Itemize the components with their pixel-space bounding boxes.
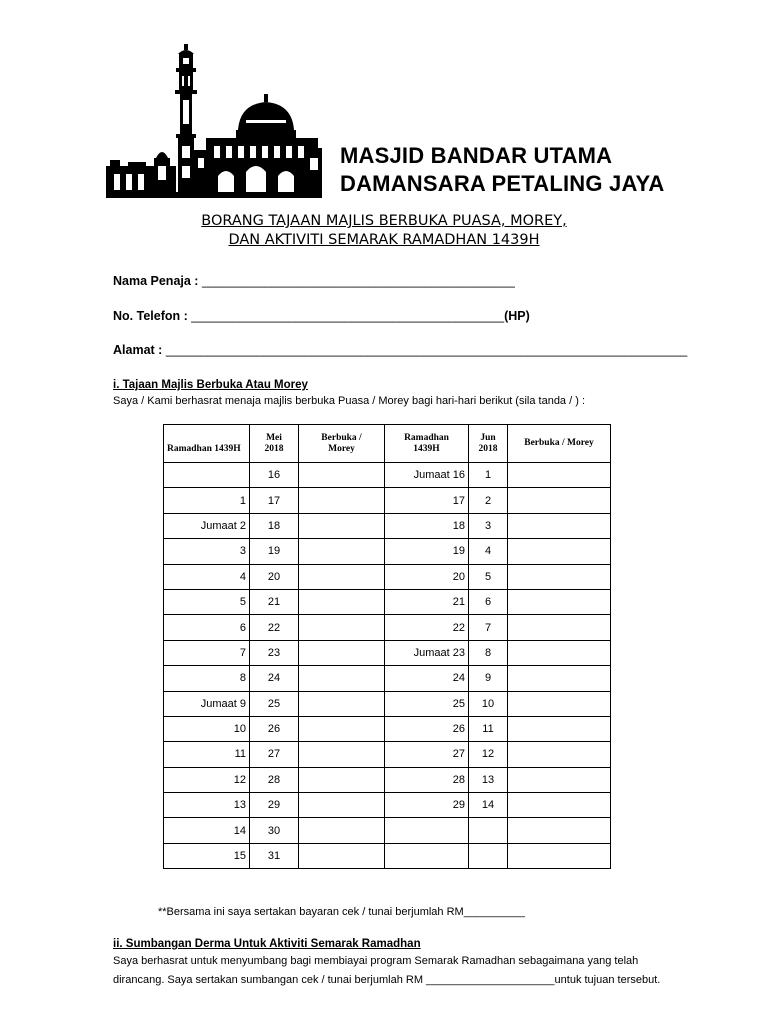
dates-table [163,424,611,869]
jun-date-cell: 11 [469,716,508,741]
ramadhan-mei-cell: 5 [164,589,250,614]
col-berbuka-mei [299,425,385,463]
section2-line2: dirancang. Saya sertakan sumbangan cek / tunai berjumlah RM _____________________untuk tujuan tersebut. [113,974,661,986]
telefon-line[interactable]: _____________________________________________ [191,309,505,323]
col-berbuka-mei-line2: Morey [328,443,355,454]
ramadhan-jun-cell: 24 [385,666,469,691]
berbuka-mei-checkbox[interactable] [299,818,385,843]
section1-text: Saya / Kami berhasrat menaja majlis berbuka Puasa / Morey bagi hari-hari berikut (sila tanda / ) : [113,395,585,407]
mosque-logo [106,42,322,198]
berbuka-mei-checkbox[interactable] [299,564,385,589]
ramadhan-jun-cell: 28 [385,767,469,792]
ramadhan-jun-cell: 21 [385,589,469,614]
col-ramadhan-mei: Ramadhan 1439H [164,425,250,463]
col-jun-year: 2018 [478,443,498,454]
col-ramadhan-jun-line2: 1439H [413,443,440,454]
alamat-line[interactable]: ___________________________________________________________________________ [165,343,688,357]
jun-date-cell: 5 [469,564,508,589]
berbuka-jun-checkbox[interactable] [508,767,611,792]
ramadhan-mei-cell: 8 [164,666,250,691]
table-row [164,716,611,741]
mei-date-cell: 21 [250,589,299,614]
ramadhan-jun-cell: 20 [385,564,469,589]
berbuka-jun-checkbox[interactable] [508,640,611,665]
berbuka-jun-checkbox[interactable] [508,716,611,741]
table-row [164,818,611,843]
berbuka-jun-checkbox[interactable] [508,666,611,691]
berbuka-jun-checkbox[interactable] [508,615,611,640]
berbuka-jun-checkbox[interactable] [508,691,611,716]
mei-date-cell: 25 [250,691,299,716]
ramadhan-jun-cell: 19 [385,539,469,564]
form-title-line1: BORANG TAJAAN MAJLIS BERBUKA PUASA, MOREY, [201,213,567,229]
ramadhan-mei-cell: 12 [164,767,250,792]
berbuka-mei-checkbox[interactable] [299,463,385,488]
ramadhan-mei-cell: 1 [164,488,250,513]
nama-penaja-field[interactable] [113,274,515,288]
ramadhan-mei-cell: Jumaat 2 [164,513,250,538]
ramadhan-mei-cell [164,463,250,488]
berbuka-mei-checkbox[interactable] [299,767,385,792]
mei-date-cell: 27 [250,742,299,767]
nama-penaja-line[interactable]: _____________________________________________ [201,274,515,288]
section2-line1: Saya berhasrat untuk menyumbang bagi membiayai program Semarak Ramadhan sebagaimana yang telah [113,955,639,967]
table-row [164,589,611,614]
mei-date-cell: 23 [250,640,299,665]
berbuka-jun-checkbox[interactable] [508,742,611,767]
ramadhan-jun-cell: 17 [385,488,469,513]
mei-date-cell: 28 [250,767,299,792]
berbuka-mei-checkbox[interactable] [299,513,385,538]
ramadhan-mei-cell: 4 [164,564,250,589]
berbuka-mei-checkbox[interactable] [299,539,385,564]
telefon-suffix: (HP) [504,309,530,323]
berbuka-jun-checkbox[interactable] [508,488,611,513]
ramadhan-mei-cell: 3 [164,539,250,564]
jun-date-cell [469,818,508,843]
ramadhan-mei-cell: 13 [164,793,250,818]
alamat-field[interactable] [113,343,687,357]
col-ramadhan-jun [385,425,469,463]
col-mei-2018 [250,425,299,463]
berbuka-mei-checkbox[interactable] [299,793,385,818]
berbuka-jun-checkbox[interactable] [508,589,611,614]
payment-note: **Bersama ini saya sertakan bayaran cek / tunai berjumlah RM__________ [158,906,525,918]
berbuka-jun-checkbox[interactable] [508,513,611,538]
mei-date-cell: 22 [250,615,299,640]
mei-date-cell: 31 [250,843,299,868]
berbuka-mei-checkbox[interactable] [299,589,385,614]
mei-date-cell: 18 [250,513,299,538]
jun-date-cell: 12 [469,742,508,767]
ramadhan-jun-cell: 26 [385,716,469,741]
jun-date-cell: 9 [469,666,508,691]
nama-penaja-label: Nama Penaja : [113,274,199,288]
berbuka-mei-checkbox[interactable] [299,843,385,868]
mei-date-cell: 30 [250,818,299,843]
table-row [164,463,611,488]
mei-date-cell: 19 [250,539,299,564]
section2-title: ii. Sumbangan Derma Untuk Aktiviti Semarak Ramadhan [113,938,421,950]
jun-date-cell: 1 [469,463,508,488]
mei-date-cell: 29 [250,793,299,818]
mosque-name-line2: DAMANSARA PETALING JAYA [340,171,665,196]
table-row [164,742,611,767]
ramadhan-jun-cell [385,843,469,868]
ramadhan-jun-cell [385,818,469,843]
berbuka-mei-checkbox[interactable] [299,488,385,513]
table-row [164,539,611,564]
table-row [164,640,611,665]
mei-date-cell: 24 [250,666,299,691]
berbuka-mei-checkbox[interactable] [299,742,385,767]
form-title [0,212,768,250]
col-berbuka-mei-line1: Berbuka / [321,432,362,443]
berbuka-mei-checkbox[interactable] [299,666,385,691]
table-row [164,564,611,589]
berbuka-jun-checkbox[interactable] [508,564,611,589]
ramadhan-jun-cell: 18 [385,513,469,538]
ramadhan-jun-cell: Jumaat 23 [385,640,469,665]
alamat-label: Alamat : [113,343,163,357]
col-ramadhan-jun-line1: Ramadhan [404,432,449,443]
berbuka-jun-checkbox[interactable] [508,793,611,818]
ramadhan-mei-cell: 15 [164,843,250,868]
ramadhan-mei-cell: Jumaat 9 [164,691,250,716]
ramadhan-mei-cell: 6 [164,615,250,640]
mei-date-cell: 17 [250,488,299,513]
mei-date-cell: 20 [250,564,299,589]
jun-date-cell: 10 [469,691,508,716]
jun-date-cell: 8 [469,640,508,665]
berbuka-mei-checkbox[interactable] [299,640,385,665]
jun-date-cell [469,843,508,868]
jun-date-cell: 3 [469,513,508,538]
col-jun-2018 [469,425,508,463]
form-title-line2: DAN AKTIVITI SEMARAK RAMADHAN 1439H [228,232,540,248]
col-jun-label: Jun [480,432,496,443]
berbuka-mei-checkbox[interactable] [299,716,385,741]
table-row [164,488,611,513]
ramadhan-mei-cell: 11 [164,742,250,767]
table-row [164,691,611,716]
ramadhan-jun-cell: 25 [385,691,469,716]
ramadhan-jun-cell: 29 [385,793,469,818]
berbuka-mei-checkbox[interactable] [299,615,385,640]
mei-date-cell: 26 [250,716,299,741]
table-header-row [164,425,611,463]
col-mei-label: Mei [266,432,282,443]
jun-date-cell: 2 [469,488,508,513]
ramadhan-jun-cell: 22 [385,615,469,640]
jun-date-cell: 6 [469,589,508,614]
berbuka-jun-checkbox[interactable] [508,843,611,868]
ramadhan-jun-cell: Jumaat 16 [385,463,469,488]
mei-date-cell: 16 [250,463,299,488]
ramadhan-mei-cell: 10 [164,716,250,741]
jun-date-cell: 4 [469,539,508,564]
jun-date-cell: 13 [469,767,508,792]
berbuka-jun-checkbox[interactable] [508,463,611,488]
mosque-name [340,142,664,198]
table-row [164,767,611,792]
jun-date-cell: 7 [469,615,508,640]
ramadhan-mei-cell: 14 [164,818,250,843]
jun-date-cell: 14 [469,793,508,818]
table-row [164,793,611,818]
table-row [164,843,611,868]
table-row [164,513,611,538]
mosque-name-line1: MASJID BANDAR UTAMA [340,143,613,168]
telefon-field[interactable] [113,309,530,323]
table-body [164,463,611,869]
table-row [164,666,611,691]
col-mei-year: 2018 [264,443,284,454]
ramadhan-jun-cell: 27 [385,742,469,767]
ramadhan-mei-cell: 7 [164,640,250,665]
section1-title: i. Tajaan Majlis Berbuka Atau Morey [113,379,308,391]
col-berbuka-jun: Berbuka / Morey [508,425,611,463]
berbuka-jun-checkbox[interactable] [508,818,611,843]
berbuka-jun-checkbox[interactable] [508,539,611,564]
telefon-label: No. Telefon : [113,309,188,323]
table-row [164,615,611,640]
berbuka-mei-checkbox[interactable] [299,691,385,716]
